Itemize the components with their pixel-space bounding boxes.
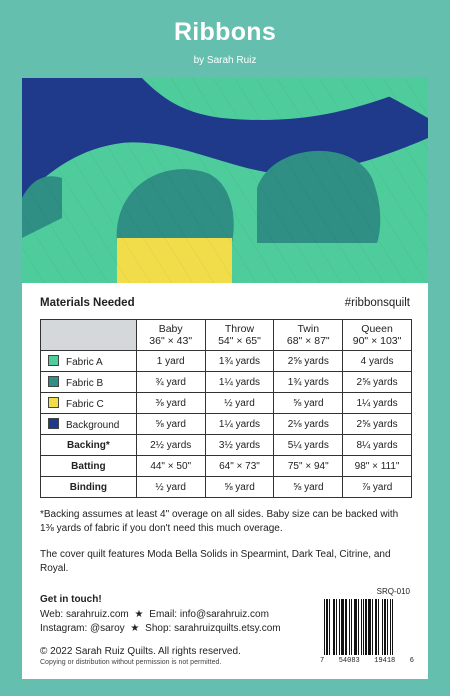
fabric-c-swatch <box>48 397 59 408</box>
table-cell: 5¼ yards <box>274 435 343 456</box>
table-cell: 3½ yards <box>205 435 274 456</box>
row-label-text: Fabric A <box>66 356 103 368</box>
table-cell: ⅜ yard <box>136 393 205 414</box>
fabric-b-swatch <box>48 376 59 387</box>
table-cell: 1 yard <box>136 351 205 372</box>
barcode-bar <box>375 599 377 655</box>
row-label-text: Binding <box>41 477 137 498</box>
table-cell: 2⅝ yards <box>343 414 412 435</box>
header <box>0 0 450 78</box>
row-label-text: Background <box>66 419 120 431</box>
designer-byline: by Sarah Ruiz <box>193 55 257 66</box>
materials-panel <box>22 283 428 679</box>
barcode-bar <box>363 599 364 655</box>
barcode-bar <box>387 599 388 655</box>
cover-note: The cover quilt features Moda Bella Solids in Spearmint, Dark Teal, Citrine, and Royal. <box>40 549 391 574</box>
barcode-bar <box>324 599 325 655</box>
hashtag: #ribbonsquilt <box>344 297 410 309</box>
size-dims: 68" × 87" <box>286 335 330 347</box>
barcode-bar <box>372 599 373 655</box>
quilt-illustration <box>22 78 428 283</box>
barcode <box>324 599 412 655</box>
table-cell: ½ yard <box>205 393 274 414</box>
barcode-bar <box>384 599 386 655</box>
size-name: Throw <box>224 323 255 335</box>
contact-line-1 <box>40 608 281 623</box>
table-cell: ⅞ yard <box>343 477 412 498</box>
barcode-bar <box>392 599 393 655</box>
size-dims: 36" × 43" <box>149 335 193 347</box>
contact-block <box>40 593 281 637</box>
barcode-bar <box>378 599 379 655</box>
table-row <box>41 435 412 456</box>
instagram-link[interactable]: Instagram: @saroy <box>40 623 125 634</box>
materials-table <box>40 319 412 498</box>
table-cell: 1¼ yards <box>343 393 412 414</box>
barcode-bar <box>345 599 347 655</box>
shop-link[interactable]: Shop: sarahruizquilts.etsy.com <box>145 623 281 634</box>
barcode-bar <box>333 599 335 655</box>
row-label <box>41 414 137 435</box>
table-cell: ⅝ yard <box>136 414 205 435</box>
table-row <box>41 372 412 393</box>
size-name: Baby <box>158 323 183 335</box>
barcode-bar <box>339 599 340 655</box>
size-name: Twin <box>297 323 320 335</box>
barcode-bar <box>351 599 352 655</box>
barcode-bar <box>336 599 337 655</box>
size-header-queen <box>343 320 412 351</box>
table-cell: ¾ yard <box>136 372 205 393</box>
table-cell: 2⅝ yards <box>343 372 412 393</box>
size-header-baby <box>136 320 205 351</box>
website-link[interactable]: Web: sarahruiz.com <box>40 608 129 620</box>
copyright-notice: Copying or distribution without permission is not permitted. <box>40 659 222 666</box>
table-row <box>41 456 412 477</box>
size-dims: 54" × 65" <box>218 335 261 347</box>
materials-title: Materials Needed <box>40 297 135 309</box>
row-label-text: Batting <box>41 456 137 477</box>
barcode-bar <box>354 599 357 655</box>
table-row <box>41 414 412 435</box>
table-cell: 4 yards <box>343 351 412 372</box>
barcode-bar <box>358 599 359 655</box>
barcode-bar <box>390 599 391 655</box>
table-cell: 1¼ yards <box>205 372 274 393</box>
contact-line-2 <box>40 622 281 637</box>
table-cell: 2½ yards <box>136 435 205 456</box>
table-cell: 2⅛ yards <box>274 414 343 435</box>
background-swatch <box>48 418 59 429</box>
star-icon: ★ <box>130 623 140 634</box>
pattern-code: SRQ-010 <box>376 587 410 596</box>
table-cell: 2⅝ yards <box>274 351 343 372</box>
star-icon: ★ <box>134 608 144 620</box>
table-cell: ⅝ yard <box>274 477 343 498</box>
barcode-number <box>320 657 414 665</box>
table-cell: 44" × 50" <box>136 456 205 477</box>
row-label-text: Fabric B <box>66 377 104 389</box>
table-cell: 64" × 73" <box>205 456 274 477</box>
pattern-title: Ribbons <box>173 18 277 46</box>
size-header-twin <box>274 320 343 351</box>
table-cell: 98" × 111" <box>343 456 412 477</box>
contact-heading: Get in touch! <box>40 594 102 605</box>
table-cell: 1¾ yards <box>205 351 274 372</box>
size-dims: 90" × 103" <box>352 335 402 347</box>
table-cell: 75" × 94" <box>274 456 343 477</box>
barcode-bar <box>349 599 350 655</box>
row-label <box>41 372 137 393</box>
fabric-a-swatch <box>48 355 59 366</box>
row-label-text: Backing* <box>41 435 137 456</box>
table-row <box>41 477 412 498</box>
barcode-bar <box>329 599 330 655</box>
barcode-bar <box>326 599 328 655</box>
table-cell: 8¼ yards <box>343 435 412 456</box>
table-cell: ⅝ yard <box>205 477 274 498</box>
barcode-digit: 54083 <box>338 657 360 665</box>
table-cell: 1¾ yards <box>274 372 343 393</box>
barcode-bar <box>382 599 383 655</box>
row-label-text: Fabric C <box>66 398 104 410</box>
size-header-row <box>41 320 412 351</box>
barcode-digit: 19418 <box>374 657 396 665</box>
barcode-bar <box>361 599 362 655</box>
copyright: © 2022 Sarah Ruiz Quilts. All rights reserved. <box>40 646 241 657</box>
row-label <box>41 393 137 414</box>
barcode-digit: 7 <box>320 657 325 665</box>
quilt-photo <box>22 78 428 283</box>
barcode-digit: 6 <box>409 657 414 665</box>
size-name: Queen <box>361 323 393 335</box>
row-label <box>41 351 137 372</box>
backing-note: *Backing assumes at least 4" overage on all sides. Baby size can be backed with 1⅜ yards of fabric if you don't need this much overage. <box>40 509 399 534</box>
table-row <box>41 393 412 414</box>
barcode-bar <box>341 599 344 655</box>
header-blank-cell <box>41 320 137 351</box>
size-header-throw <box>205 320 274 351</box>
email-link[interactable]: Email: info@sarahruiz.com <box>149 608 269 620</box>
barcode-bar <box>368 599 371 655</box>
table-cell: ⅝ yard <box>274 393 343 414</box>
table-cell: 1¼ yards <box>205 414 274 435</box>
table-cell: ½ yard <box>136 477 205 498</box>
table-row <box>41 351 412 372</box>
barcode-bar <box>365 599 367 655</box>
